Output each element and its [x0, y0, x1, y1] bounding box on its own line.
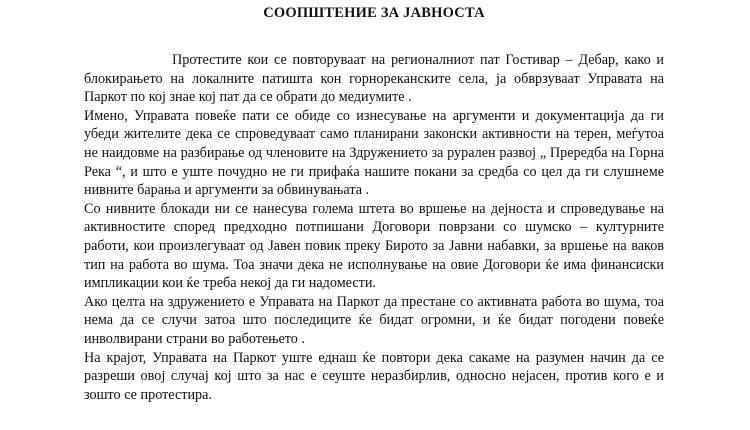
paragraph-5: На крајот, Управата на Паркот уште еднаш ќе повтори дека сакаме на разумен начин да се разреши овој случај кој што за нас е сеуште неразбирлив, односно нејасен, против кого е и зошто се протестира. — [84, 349, 664, 403]
document-title: СООПШТЕНИЕ ЗА ЈАВНОСТА — [263, 5, 485, 21]
paragraph-3: Со нивните блокади ни се нанесува голема штета во вршење на дејноста и спроведување на активностите според предходно потпишани Договори поврзани со шумско – културните работи, кои произлегуваат од Јавен повик преку Бирото за Јавни набавки, за вршење на ваков тип на работа во шума. Тоа значи дека не исполнување на овие Договори ќе има финансиски импликации кои ќе треба некој да ги надомести. — [84, 200, 664, 292]
paragraph-2: Имено, Управата повеќе пати се обиде со изнесување на аргументи и документација да ги убеди жителите дека се спроведуваат само планирани законски активности на терен, меѓутоа не наидовме на разбирање од членовите на Здружението за рурален развој „ Прередба на Горна Река “, и што е уште почудно не ги прифаќа нашите покани за средба со цел да ги слушнеме нивните барања и аргументи за обвинувањата . — [84, 107, 664, 199]
paragraph-1: Протестите кои се повторуваат на регионалниот пат Гостивар – Дебар, како и блокирањето на локалните патишта кон горнореканските села, ја обврзуваат Управата на Паркот по кој знае кој пат да се обрати до медиумите . — [84, 52, 664, 106]
paragraph-4: Ако целта на здружението е Управата на Паркот да престане со активната работа во шума, тоа нема да се случи затоа што последиците ќе бидат огромни, и ќе бидат погодени повеќе инволвирани страни во работењето . — [84, 293, 664, 347]
